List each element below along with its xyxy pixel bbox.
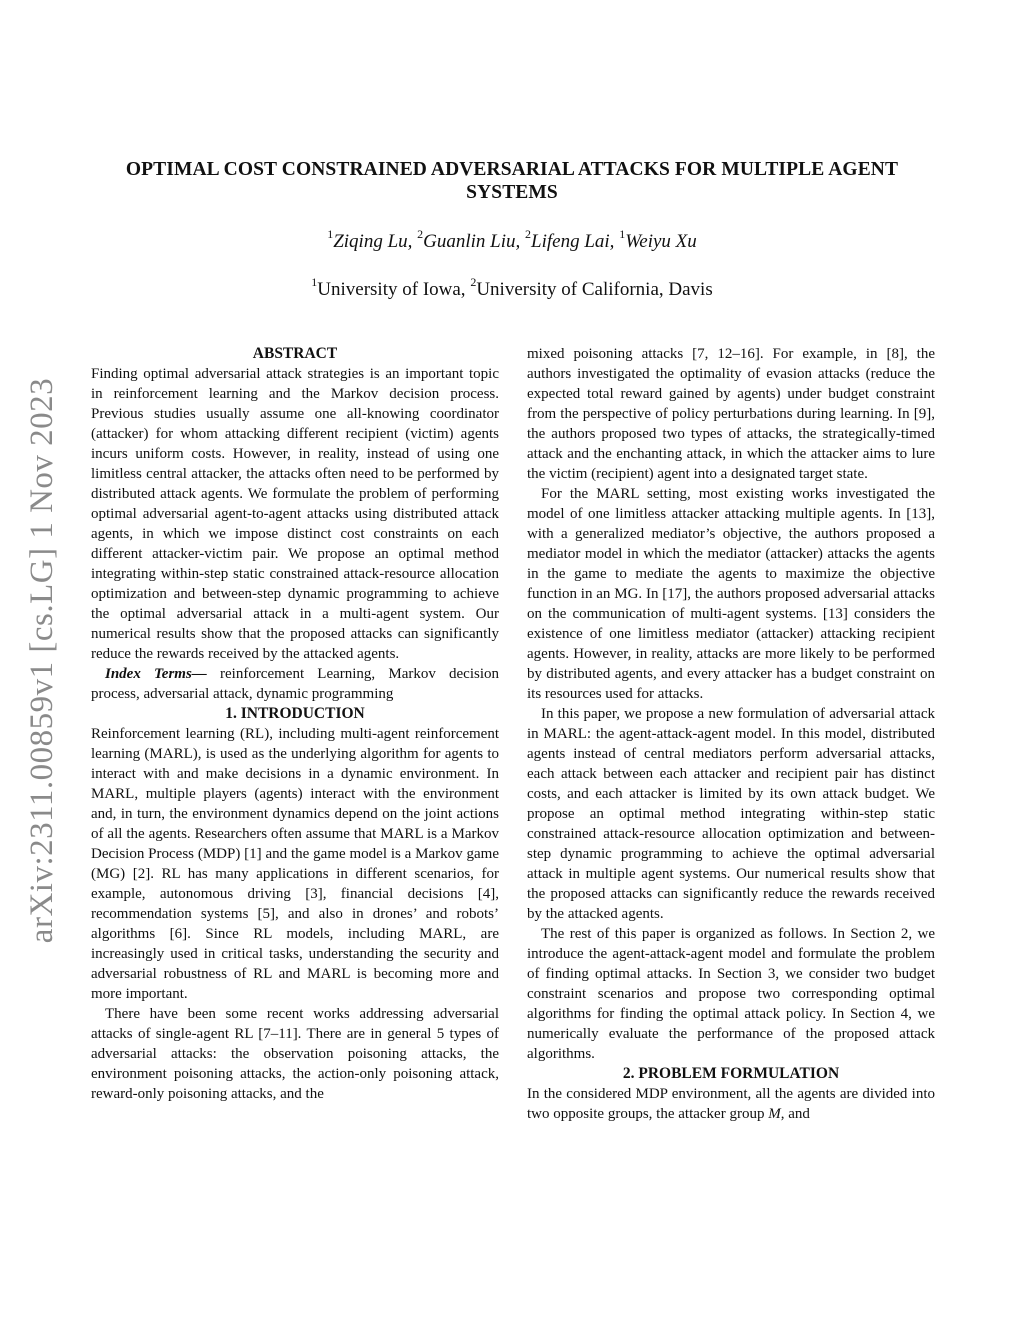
right-column	[527, 344, 935, 1124]
problem-formulation-paragraph	[527, 1084, 935, 1124]
attacker-group-symbol: M	[768, 1106, 781, 1122]
index-terms-label: Index Terms—	[105, 666, 207, 682]
abstract-text: Finding optimal adversarial attack strategies is an important topic in reinforcement learning and the Markov decision process. Previous studies usually assume one all-knowing coordinator (attacker) for whom attacking different recipient (victim) agents incurs uniform costs. However, in reality, instead of using one limitless central attacker, the attacks often need to be performed by distributed attack agents. We formulate the problem of performing optimal adversarial agent-to-agent attacks using distributed attack agents, in which we impose distinct cost constraints on each different attacker-victim pair. We propose an optimal method integrating within-step static constrained attack-resource allocation optimization and between-step dynamic programming to achieve the optimal adversarial attack in a multi-agent system. Our numerical results show that the proposed attacks can significantly reduce the rewards received by the attacked agents.	[91, 366, 499, 662]
problem-formulation-text-start: In the considered MDP environment, all the agents are divided into two opposite groups, the attacker group	[527, 1086, 935, 1122]
problem-formulation-heading: 2. PROBLEM FORMULATION	[622, 1065, 840, 1082]
introduction-paragraph-2: There have been some recent works addressing adversarial attacks of single-agent RL [7–11]. There are in general 5 types of adversarial attacks: the observation poisoning attacks, the environment poisoning attacks, the action-only poisoning attack, reward-only poisoning attacks, and the	[91, 1006, 499, 1102]
affiliation-2-marker: 2	[470, 274, 477, 289]
author-1-affiliation-marker: 1	[327, 226, 334, 241]
author-1	[327, 226, 413, 252]
paper-title-line-1: OPTIMAL COST CONSTRAINED ADVERSARIAL ATTACKS FOR MULTIPLE AGENT	[125, 159, 899, 180]
introduction-paragraph-5: The rest of this paper is organized as follows. In Section 2, we introduce the agent-attack-agent model and formulate the problem of finding optimal attacks. In Section 3, we consider two budget constraint scenarios and propose two corresponding optimal algorithms for finding the optimal attack policy. In Section 4, we numerically evaluate the performance of the proposed attack algorithms.	[527, 926, 935, 1062]
author-4	[619, 226, 697, 252]
index-terms-text: reinforcement Learning, Markov decision process, adversarial attack, dynamic programming	[91, 666, 500, 702]
author-2	[417, 226, 521, 252]
author-4-name: Weiyu Xu	[625, 231, 697, 252]
affiliation-1-name: University of Iowa,	[317, 279, 466, 300]
author-1-name: Ziqing Lu,	[333, 231, 413, 252]
affiliation-list	[100, 274, 924, 302]
paper-title-line-2: SYSTEMS	[466, 182, 558, 203]
author-list	[100, 226, 924, 254]
author-2-name: Guanlin Liu,	[423, 231, 521, 252]
affiliation-1-marker: 1	[311, 274, 318, 289]
left-column	[91, 344, 499, 1104]
arxiv-identifier-text: arXiv:2311.00859v1 [cs.LG] 1 Nov 2023	[24, 377, 61, 943]
introduction-paragraph-1: Reinforcement learning (RL), including multi-agent reinforcement learning (MARL), is used as the underlying algorithm for agents to interact with and make decisions in a dynamic environment. In MARL, multiple players (agents) interact with the environment and, in turn, the environment dynamics depend on the joint actions of all the agents. Researchers often assume that MARL is a Markov Decision Process (MDP) [1] and the game model is a Markov game (MG) [2]. RL has many applications in different scenarios, for example, autonomous driving [3], financial decisions [4], recommendation systems [5], and also in drones’ and robots’ algorithms [6]. Since RL models, including MARL, are increasingly used in critical tasks, understanding the security and adversarial robustness of RL and MARL is becoming more and more important.	[91, 726, 499, 1002]
affiliation-2-name: University of California, Davis	[476, 279, 713, 300]
introduction-heading: 1. INTRODUCTION	[225, 705, 365, 722]
introduction-paragraph-4: In this paper, we propose a new formulation of adversarial attack in MARL: the agent-attack-agent model. In this model, distributed agents instead of central mediators perform adversarial attacks, each attack between each attacker and recipient pair has distinct costs, and each attacker is limited by its own attack budget. We propose an optimal method integrating within-step static constrained attack-resource allocation optimization and between-step dynamic programming to achieve the optimal adversarial attack in multiple agent systems. Our numerical results show that the proposed attacks can significantly reduce the rewards received by the attacked agents.	[527, 706, 935, 922]
introduction-paragraph-2-continued: mixed poisoning attacks [7, 12–16]. For example, in [8], the authors investigated the optimality of evasion attacks (reduce the expected total reward gained by agents) under budget constraint from the perspective of policy perturbations during learning. In [9], the authors proposed two types of attacks, the strategically-timed attack and the enchanting attack, in which the attacker aims to lure the victim (recipient) agent into a designated target state.	[527, 346, 935, 482]
abstract-heading: ABSTRACT	[252, 345, 338, 362]
affiliation-2	[470, 274, 713, 300]
index-terms	[91, 664, 499, 704]
introduction-paragraph-3: For the MARL setting, most existing works investigated the model of one limitless attacker attacking multiple agents. In [13], with a generalized mediator’s objective, the authors proposed a mediator model in which the mediator (attacker) attacks the agents in the game to mediate the agents to maximize the objective function in an MG. In [17], the authors proposed adversarial attacks on the communication of multi-agent systems. [13] considers the existence of one limitless mediator (attacker) attacking recipient agents. However, in reality, attacks are more likely to be performed by distributed agents, and every attacker has a budget constraint on its resources used for attacks.	[527, 486, 935, 702]
author-3-affiliation-marker: 2	[525, 226, 532, 241]
arxiv-identifier-stamp	[18, 350, 68, 970]
problem-formulation-text-end: , and	[780, 1106, 810, 1122]
author-3-name: Lifeng Lai,	[531, 231, 615, 252]
author-2-affiliation-marker: 2	[417, 226, 424, 241]
affiliation-1	[311, 274, 466, 300]
author-4-affiliation-marker: 1	[619, 226, 626, 241]
paper-title	[100, 158, 924, 204]
author-3	[525, 226, 615, 252]
